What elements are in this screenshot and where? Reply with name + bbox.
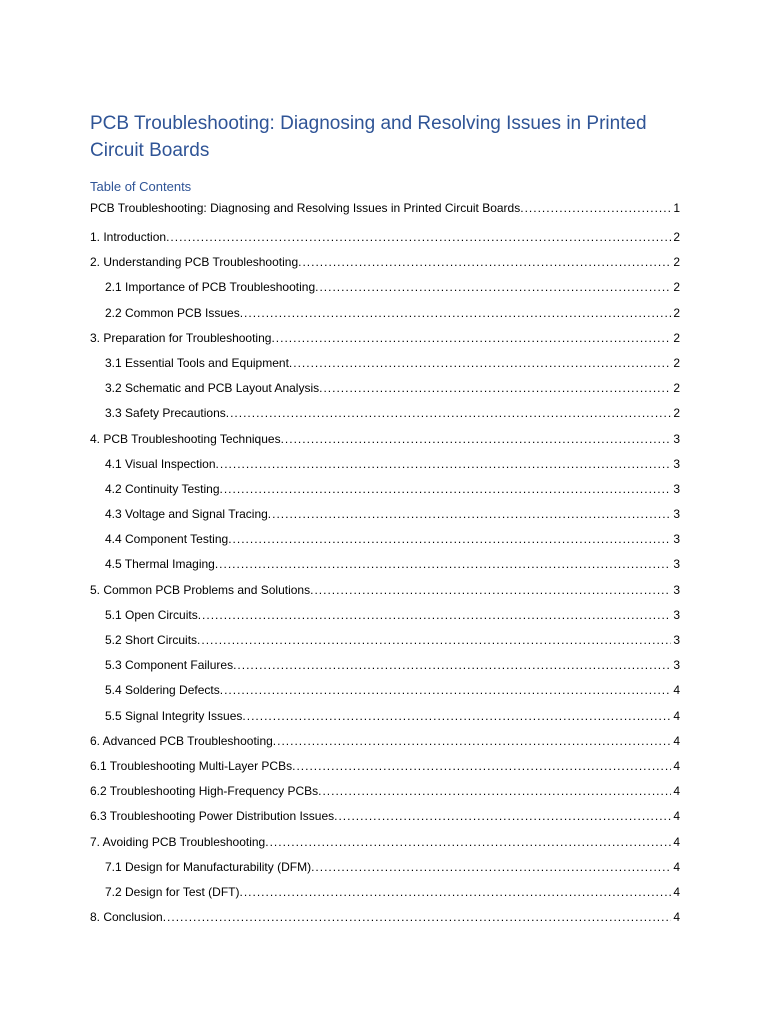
toc-dot-leader xyxy=(265,834,671,850)
toc-entry-page-number: 2 xyxy=(673,406,680,421)
toc-entry-title: 4.4 Component Testing xyxy=(105,532,229,547)
toc-entry-page-number: 4 xyxy=(673,910,680,925)
toc-entry[interactable] xyxy=(90,506,680,531)
toc-entry-title: 2.2 Common PCB Issues xyxy=(105,305,240,320)
toc-entry-title: 5.4 Soldering Defects xyxy=(105,683,220,698)
toc-entry-title: 6.3 Troubleshooting Power Distribution Issues xyxy=(90,809,335,824)
toc-entry[interactable] xyxy=(90,229,680,254)
toc-entry[interactable] xyxy=(90,456,680,481)
toc-entry[interactable] xyxy=(90,682,680,707)
toc-entry-page-number: 1 xyxy=(673,201,680,215)
toc-entry-page-number: 3 xyxy=(673,557,680,572)
toc-dot-leader xyxy=(271,330,671,346)
toc-entry[interactable] xyxy=(90,556,680,581)
toc-entry[interactable] xyxy=(90,355,680,380)
toc-entry-title: 6. Advanced PCB Troubleshooting xyxy=(90,733,273,748)
toc-entry-title: 4.3 Voltage and Signal Tracing xyxy=(105,507,268,522)
toc-entry-page-number: 3 xyxy=(673,582,680,597)
toc-entry[interactable] xyxy=(90,582,680,607)
toc-heading: Table of Contents xyxy=(90,179,192,194)
toc-entry-title: 3.2 Schematic and PCB Layout Analysis xyxy=(105,381,320,396)
toc-dot-leader xyxy=(334,808,671,824)
toc-entry-title: 5.2 Short Circuits xyxy=(105,633,198,647)
toc-entry[interactable] xyxy=(90,380,680,405)
toc-entry[interactable] xyxy=(90,733,680,758)
toc-entry[interactable] xyxy=(90,481,680,506)
toc-entry[interactable] xyxy=(90,279,680,304)
toc-entry[interactable] xyxy=(90,909,680,934)
toc-entry[interactable] xyxy=(90,834,680,859)
toc-dot-leader xyxy=(289,355,671,371)
toc-entry[interactable] xyxy=(90,305,680,330)
toc-dot-leader xyxy=(166,229,671,245)
toc-entry[interactable] xyxy=(90,607,680,632)
toc-dot-leader xyxy=(198,607,672,623)
toc-entry-page-number: 2 xyxy=(673,305,680,320)
toc-entry[interactable] xyxy=(90,758,680,783)
table-of-contents xyxy=(90,200,680,934)
toc-entry-page-number: 2 xyxy=(673,355,680,370)
toc-dot-leader xyxy=(318,783,671,799)
toc-entry-title: 6.1 Troubleshooting Multi-Layer PCBs xyxy=(90,758,293,773)
toc-entry-page-number: 4 xyxy=(673,809,680,824)
toc-entry-title: 5.5 Signal Integrity Issues xyxy=(105,708,243,723)
toc-dot-leader xyxy=(310,582,671,598)
toc-entry-page-number: 2 xyxy=(673,330,680,345)
toc-entry-page-number: 3 xyxy=(673,456,680,471)
toc-entry-page-number: 2 xyxy=(673,280,680,295)
toc-dot-leader xyxy=(216,456,672,472)
toc-entry[interactable] xyxy=(90,783,680,808)
document-title: PCB Troubleshooting: Diagnosing and Resolving Issues in Printed Circuit Boards xyxy=(90,113,647,161)
toc-entry-page-number: 4 xyxy=(673,884,680,899)
toc-entry[interactable] xyxy=(90,708,680,733)
toc-entry[interactable] xyxy=(90,200,680,229)
toc-dot-leader xyxy=(163,909,672,925)
toc-entry-page-number: 3 xyxy=(673,431,680,446)
toc-entry-title: 7.1 Design for Manufacturability (DFM) xyxy=(105,859,312,874)
toc-entry[interactable] xyxy=(90,531,680,556)
toc-entry-page-number: 3 xyxy=(673,532,680,547)
toc-entry-title: 7.2 Design for Test (DFT) xyxy=(105,884,240,899)
toc-entry[interactable] xyxy=(90,330,680,355)
toc-dot-leader xyxy=(273,733,672,749)
document-page xyxy=(90,0,680,1024)
toc-entry-title: 4.2 Continuity Testing xyxy=(105,481,220,496)
toc-entry-page-number: 4 xyxy=(673,733,680,748)
toc-entry[interactable] xyxy=(90,405,680,430)
toc-dot-leader xyxy=(233,657,671,673)
toc-dot-leader xyxy=(242,708,671,724)
toc-entry-page-number: 3 xyxy=(673,507,680,522)
toc-entry-page-number: 4 xyxy=(673,683,680,698)
toc-entry[interactable] xyxy=(90,859,680,884)
toc-entry-title: 2.1 Importance of PCB Troubleshooting xyxy=(105,280,316,295)
toc-entry-title: 7. Avoiding PCB Troubleshooting xyxy=(90,834,266,849)
toc-entry-title: 3. Preparation for Troubleshooting xyxy=(90,330,272,345)
toc-entry-title: 5. Common PCB Problems and Solutions xyxy=(90,582,311,597)
toc-entry-page-number: 3 xyxy=(673,658,680,673)
toc-dot-leader xyxy=(520,200,671,216)
toc-dot-leader xyxy=(268,506,672,522)
toc-dot-leader xyxy=(298,254,671,270)
toc-entry[interactable] xyxy=(90,254,680,279)
toc-entry-page-number: 4 xyxy=(673,708,680,723)
toc-entry-title: 5.1 Open Circuits xyxy=(105,607,198,622)
toc-entry-page-number: 3 xyxy=(673,481,680,496)
toc-entry-title: 3.3 Safety Precautions xyxy=(105,406,226,421)
toc-entry-title: 6.2 Troubleshooting High-Frequency PCBs xyxy=(90,784,319,799)
toc-dot-leader xyxy=(292,758,671,774)
toc-entry-page-number: 4 xyxy=(673,758,680,773)
toc-dot-leader xyxy=(240,305,672,321)
toc-dot-leader xyxy=(215,556,671,572)
toc-entry-title: 3.1 Essential Tools and Equipment xyxy=(105,355,289,370)
toc-entry-page-number: 2 xyxy=(673,255,680,270)
toc-entry-page-number: 3 xyxy=(673,633,680,647)
toc-entry-page-number: 2 xyxy=(673,230,680,244)
toc-entry-page-number: 4 xyxy=(673,859,680,874)
toc-entry-title: 5.3 Component Failures xyxy=(105,658,234,673)
toc-dot-leader xyxy=(220,481,672,497)
toc-dot-leader xyxy=(319,380,671,396)
toc-dot-leader xyxy=(220,682,672,698)
toc-dot-leader xyxy=(281,431,672,447)
toc-dot-leader xyxy=(197,632,671,648)
toc-entry-title: 4. PCB Troubleshooting Techniques xyxy=(90,431,281,446)
toc-entry-title: 2. Understanding PCB Troubleshooting xyxy=(90,255,299,270)
toc-dot-leader xyxy=(315,279,671,295)
toc-entry-page-number: 3 xyxy=(673,607,680,622)
toc-dot-leader xyxy=(311,859,671,875)
toc-entry-page-number: 2 xyxy=(673,381,680,396)
toc-dot-leader xyxy=(239,884,671,900)
toc-entry-page-number: 4 xyxy=(673,784,680,799)
toc-entry-page-number: 4 xyxy=(673,834,680,849)
toc-entry-title: 4.1 Visual Inspection xyxy=(105,456,216,471)
toc-entry[interactable] xyxy=(90,657,680,682)
toc-entry[interactable] xyxy=(90,431,680,456)
toc-dot-leader xyxy=(228,531,671,547)
toc-entry-title: 4.5 Thermal Imaging xyxy=(105,557,215,572)
toc-entry[interactable] xyxy=(90,808,680,833)
toc-entry-title: 8. Conclusion xyxy=(90,910,163,925)
toc-entry-title: 1. Introduction xyxy=(90,230,167,244)
toc-entry[interactable] xyxy=(90,632,680,657)
toc-entry-title: PCB Troubleshooting: Diagnosing and Resolving Issues in Printed Circuit Boards xyxy=(90,201,521,215)
toc-dot-leader xyxy=(226,405,672,421)
toc-entry[interactable] xyxy=(90,884,680,909)
